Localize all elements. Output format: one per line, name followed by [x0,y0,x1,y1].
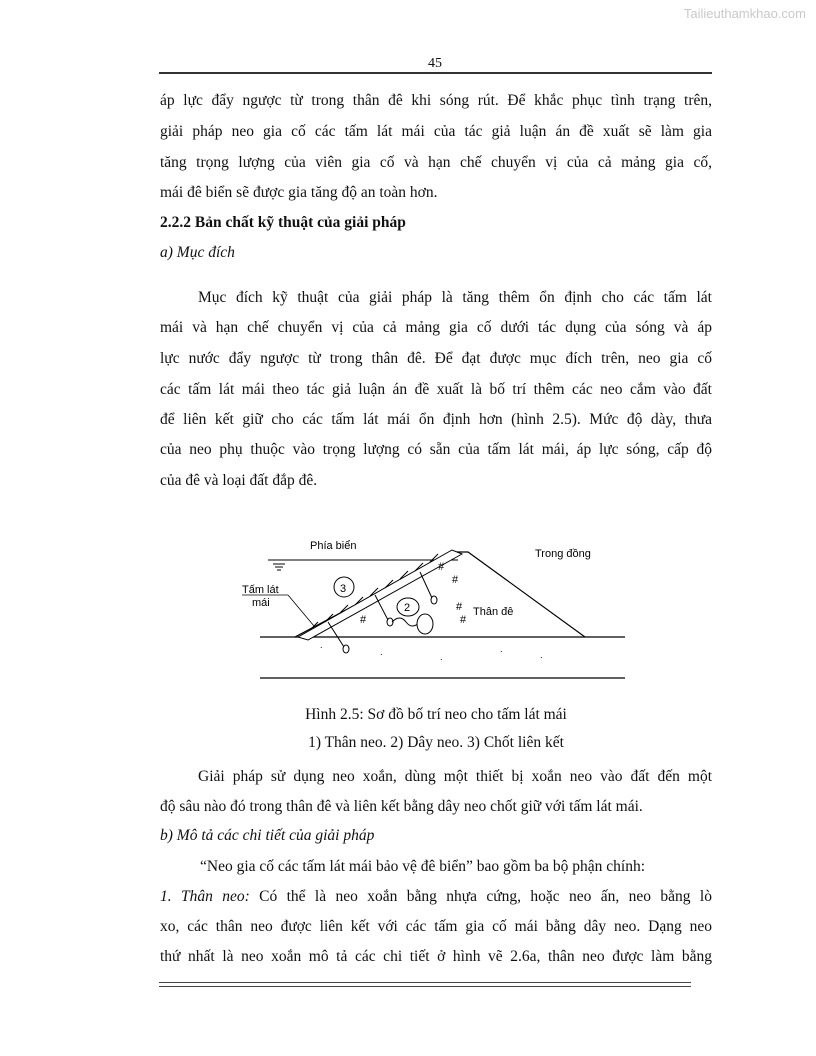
subheading-purpose: a) Mục đích [160,244,235,261]
subheading-description: b) Mô tả các chi tiết của giải pháp [160,827,375,844]
label-slab-line2: mái [252,597,270,609]
label-slab-line1: Tấm lát [242,584,279,596]
svg-text:#: # [460,614,467,626]
anchor-cable-detail [392,618,420,626]
svg-text:.: . [440,652,443,662]
svg-text:.: . [500,644,503,654]
paragraph-2-line: của đê và loại đất đắp đê. [160,472,318,489]
svg-text:#: # [438,561,445,573]
section-heading: 2.2.2 Bản chất kỹ thuật của giải pháp [160,214,406,231]
paragraph-2-line: để liên kết giữ cho các tấm lát mái ổn định hơn (hình 2.5). Mức độ dày, thưa [160,411,712,428]
marker-2: 2 [404,602,411,614]
paragraph-4-line: thứ nhất là neo xoắn mô tả các chi tiết ở hình vẽ 2.6a, thân neo được làm bằng [160,948,712,965]
paragraph-2-line: Mục đích kỹ thuật của giải pháp là tăng thêm ổn định cho các tấm lát [198,289,712,306]
svg-text:.: . [540,650,543,660]
paragraph-4-line: xo, các thân neo được liên kết với các tấm gia cố mái bằng dây neo. Dạng neo [160,918,712,935]
marker-3: 3 [340,583,347,595]
label-land-side: Trong đồng [535,548,591,560]
paragraph-3-line: độ sâu nào đó trong thân đê và liên kết bằng dây neo chốt giữ với tấm lát mái. [160,798,643,815]
paragraph-1-line: mái đê biển sẽ được gia tăng độ an toàn hơn. [160,184,438,201]
paragraph-1-line: giải pháp neo gia cố các tấm lát mái của tác giả luận án đề xuất sẽ làm gia [160,123,712,140]
page-number: 45 [428,56,442,71]
watermark: Tailieuthamkhao.com [683,6,806,21]
paragraph-4-text: Có thể là neo xoắn bằng nhựa cứng, hoặc neo ấn, neo bằng lò [249,888,712,905]
marker-1-circle [417,614,433,634]
paragraph-2-line: của neo phụ thuộc vào trọng lượng có sẵn của tấm lát mái, áp lực sóng, cấp độ [160,441,712,458]
svg-text:#: # [456,601,463,613]
paragraph-2-line: lực nước đẩy ngược từ trong thân đê. Để đạt được mục đích trên, neo gia cố [160,350,712,367]
paragraph-2-line: mái và hạn chế chuyển vị của cả mảng gia cố dưới tác dụng của sóng và áp [160,319,712,336]
footer-rule [159,982,691,987]
paragraph-1-line: tăng trọng lượng của viên gia cố và hạn chế chuyển vị của cả mảng gia cố, [160,154,712,171]
label-sea-side: Phía biển [310,540,357,552]
figure-caption-legend: 1) Thân neo. 2) Dây neo. 3) Chốt liên kết [308,734,564,751]
anchor-layout-diagram [240,530,640,685]
paragraph-2-line: các tấm lát mái theo tác giả luận án đề xuất là bố trí thêm các neo cắm vào đất [160,381,712,398]
svg-text:.: . [380,647,383,657]
header-rule [159,72,712,74]
paragraph-4-line [160,887,712,907]
paragraph-3-line: Giải pháp sử dụng neo xoắn, dùng một thiết bị xoắn neo vào đất đến một [198,768,712,785]
paragraph-1-line: áp lực đẩy ngược từ trong thân đê khi sóng rút. Để khắc phục tình trạng trên, [160,92,712,109]
anchor-body [343,645,349,653]
label-dike-body: Thân đê [473,606,514,618]
anchor-body [431,596,437,604]
svg-text:#: # [452,574,459,586]
svg-text:.: . [320,640,323,650]
anchor-cable [420,572,432,598]
figure-caption: Hình 2.5: Sơ đồ bố trí neo cho tấm lát mái [305,706,567,723]
svg-text:#: # [360,614,367,626]
anchor-cable [328,622,344,647]
paragraph-4-line: “Neo gia cố các tấm lát mái bảo vệ đê biển” bao gồm ba bộ phận chính: [200,858,646,875]
term-anchor-body: 1. Thân neo: [160,888,250,905]
